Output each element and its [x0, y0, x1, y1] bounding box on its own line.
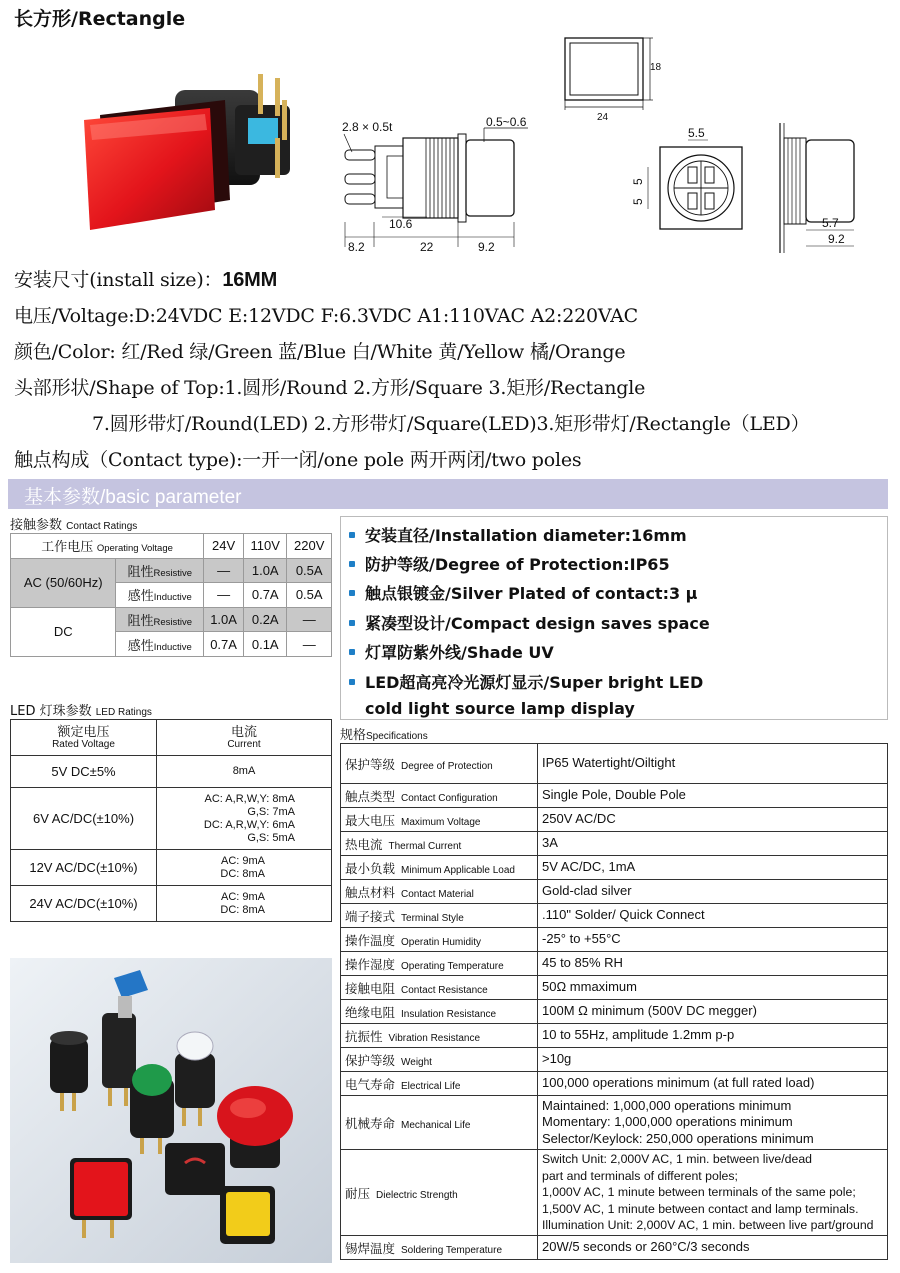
dc-label: DC: [11, 607, 116, 656]
specifications-label: 规格Specifications: [340, 728, 428, 743]
contact-ratings-table: 工作电压 Operating Voltage 24V 110V 220V AC (50/60Hz) 阻性Resistive — 1.0A 0.5A 感性Inductive — 0.7A 0.5A DC 阻性Resistive 1.0A 0.2A — 感性Inductive 0.7A 0.1A —: [10, 533, 332, 657]
dim-front-height: 18: [650, 62, 662, 73]
led-ratings-table: 额定电压 Rated Voltage 电流 Current 5V DC±5% 8mA 6V AC/DC(±10%) AC: A,R,W,Y: 8mA G,S: 7mA DC: A,R,W,Y: 6mA G,S: 5mA 12V AC/DC(±10%) AC: 9mA DC: 8mA 24V AC/DC(±10%) AC: 9mA DC: 8mA: [10, 719, 332, 922]
install-size-line: 安装尺寸(install size)：16MM: [14, 269, 278, 291]
bullet-icon: [349, 679, 355, 685]
dim-5-7: 5.7: [822, 216, 839, 230]
feature-item: cold light source lamp display: [365, 699, 635, 718]
bullet-icon: [349, 620, 355, 626]
dim-8-2: 8.2: [348, 240, 365, 254]
dim-panel: 0.5~0.6: [486, 115, 527, 129]
basic-parameter-bar: [8, 479, 888, 509]
feature-item: 灯罩防紫外线/Shade UV: [349, 640, 554, 663]
front-outline-drawing: [555, 32, 665, 127]
operating-voltage-header: 工作电压 Operating Voltage: [11, 534, 204, 559]
shape-line: 头部形状/Shape of Top:1.圆形/Round 2.方形/Square 3.矩形/Rectangle: [14, 377, 646, 399]
dim-9-2-a: 9.2: [478, 240, 495, 254]
product-family-photo: [10, 958, 332, 1263]
feature-item: 触点银镀金/Silver Plated of contact:3 μ: [349, 581, 697, 604]
bullet-icon: [349, 561, 355, 567]
led-ratings-label: LED 灯珠参数 LED Ratings: [10, 704, 152, 719]
ac-label: AC (50/60Hz): [11, 558, 116, 607]
rectangle-switch-image: [70, 60, 310, 250]
page-title: 长方形/Rectangle: [14, 8, 186, 30]
dim-terminal: 2.8 × 0.5t: [342, 120, 393, 134]
voltage-line: 电压/Voltage:D:24VDC E:12VDC F:6.3VDC A1:110VAC A2:220VAC: [14, 305, 639, 327]
dim-9-2-b: 9.2: [828, 232, 845, 246]
dim-5-a: 5: [631, 178, 645, 185]
shape-led-line: 7.圆形带灯/Round(LED) 2.方形带灯/Square(LED)3.矩形带灯/Rectangle（LED）: [92, 413, 810, 435]
bullet-icon: [349, 532, 355, 538]
feature-item: 紧凑型设计/Compact design saves space: [349, 611, 710, 634]
bullet-icon: [349, 649, 355, 655]
profile-drawing: [770, 118, 865, 258]
specifications-table: 保护等级 Degree of Protection IP65 Watertight/Oiltight 触点类型 Contact Configuration Single Pole, Double Pole 最大电压 Maximum Voltage 250V AC/DC 热电流 Thermal Current 3A 最小负载 Minimum Applicable Load 5V AC/DC, 1mA 触点材料 Contact Material Gold-clad silver 端子接式 Terminal Style .110" Solder/ Quick Connect 操作温度 Operatin Humidity -25° to +55°C 操作湿度 Operating Temperature 45 to 85% RH 接触电阻 Contact Resistance 50Ω mmaximum 绝缘电阻 Insulation Resistance 100M Ω minimum (500V DC megger) 抗振性 Vibration Resistance 10 to 55Hz, amplitude 1.2mm p-p 保护等级 Weight >10g 电气寿命 Electrical Life 100,000 operations minimum (at full rated load) 机械寿命 Mechanical Life Maintained: 1,000,000 operations minimum Momentary: 1,000,000 operations minimum Selector/Keylock: 250,000 operations minimum 耐压 Dielectric Strength Switch Unit: 2,000V AC, 1 min. between live/dead part and terminals of different poles; 1,000V AC, 1 minute between terminals of the same pole; 1,500V AC, 1 minute between contact and lamp terminals. Illumination Unit: 2,000V AC, 1 min. between live part/ground 锡焊温度 Soldering Temperature 20W/5 seconds or 260°C/3 seconds: [340, 743, 888, 1260]
spec-lines: [14, 262, 894, 478]
feature-item: 防护等级/Degree of Protection:IP65: [349, 552, 670, 575]
rear-view-drawing: [630, 125, 750, 240]
dim-5-b: 5: [631, 198, 645, 205]
dim-5-5: 5.5: [688, 126, 705, 140]
features-box: [340, 516, 888, 720]
contact-type-line: 触点构成（Contact type):一开一闭/one pole 两开两闭/two poles: [14, 449, 582, 471]
dim-10-6: 10.6: [389, 217, 413, 231]
feature-item: LED超高亮冷光源灯显示/Super bright LED: [349, 670, 703, 693]
basic-parameter-title: 基本参数/basic parameter: [24, 487, 242, 508]
feature-item: 安装直径/Installation diameter:16mm: [349, 523, 687, 546]
bullet-icon: [349, 590, 355, 596]
dim-front-width: 24: [597, 112, 609, 123]
dim-22: 22: [420, 240, 434, 254]
side-view-drawing: [332, 112, 557, 260]
install-size-value: 16MM: [222, 269, 278, 291]
contact-ratings-label: 接触参数 Contact Ratings: [10, 518, 138, 533]
color-line: 颜色/Color: 红/Red 绿/Green 蓝/Blue 白/White 黄/Yellow 橘/Orange: [14, 341, 626, 363]
